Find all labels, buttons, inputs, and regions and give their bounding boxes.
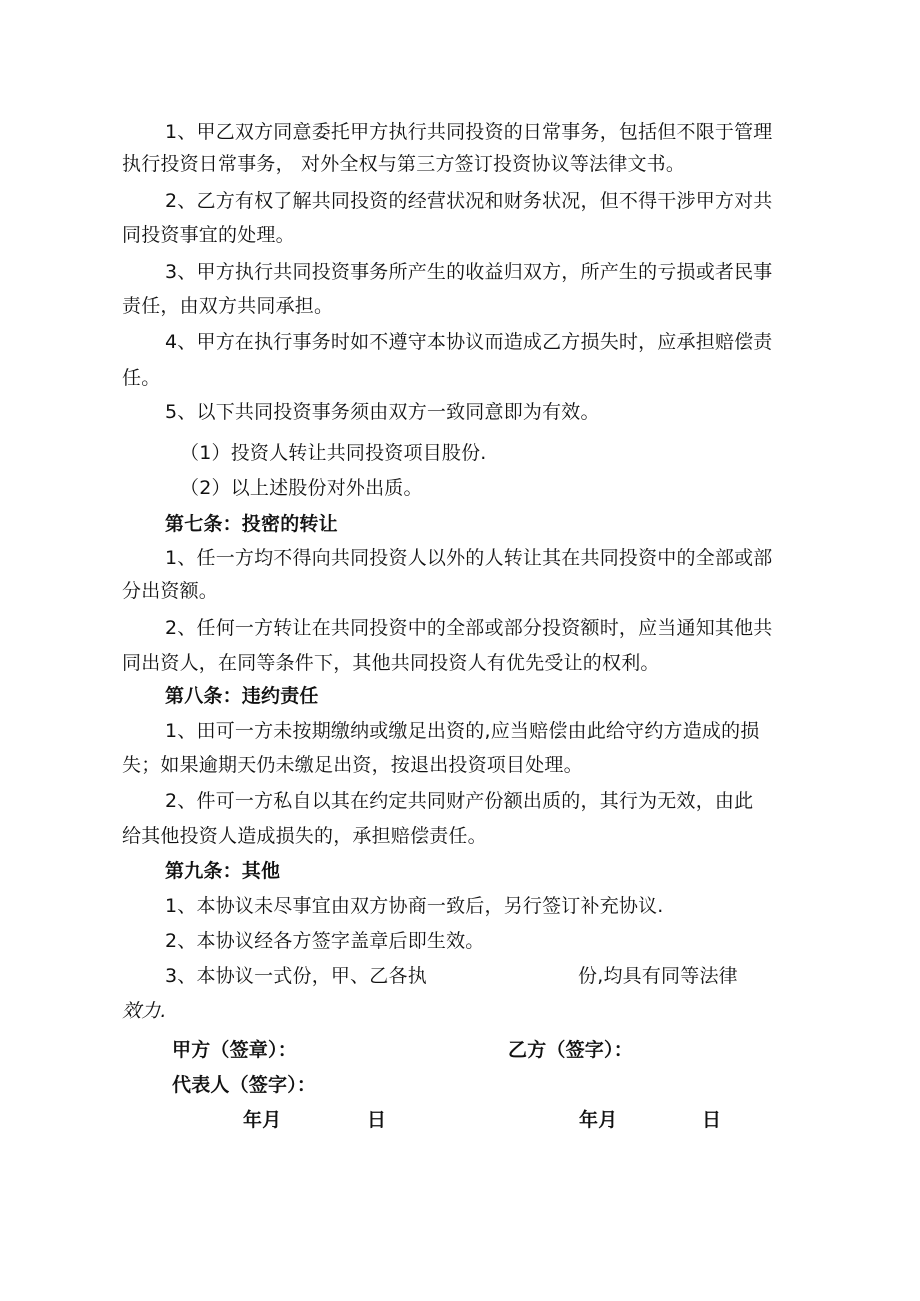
s8-item2-line2: 给其他投资人造成损失的，承担赔偿责任。: [122, 825, 487, 847]
s6-item4-line2: 任。: [122, 367, 161, 389]
representative-signature-label: 代表人（签字）：: [172, 1074, 317, 1096]
s6-item2-line1: 2、乙方有权了解共同投资的经营状况和财务状况，但不得干涉甲方对共: [165, 190, 773, 212]
s6-item3-line1: 3、甲方执行共同投资事务所产生的收益归双方，所产生的亏损或者民事: [165, 261, 773, 283]
party-a-date-year-month: 年月: [243, 1109, 282, 1131]
s6-item3-line2: 责任，由双方共同承担。: [122, 295, 334, 317]
s9-item3-part2: 份,均具有同等法律: [578, 965, 738, 987]
s7-item1-line1: 1、任一方均不得向共同投资人以外的人转让其在共同投资中的全部或部: [165, 547, 773, 569]
s6-item1-line2: 执行投资日常事务， 对外全权与第三方签订投资协议等法律文书。: [122, 153, 686, 175]
party-a-signature-label: 甲方（签章）：: [172, 1039, 297, 1061]
party-b-signature-label: 乙方（签字）：: [508, 1039, 633, 1061]
s6-item4-line1: 4、甲方在执行事务时如不遵守本协议而造成乙方损失时，应承担赔偿责: [165, 331, 773, 353]
s6-subitem2: （2）以上述股份对外出质。: [180, 477, 423, 499]
party-b-date-day: 日: [702, 1109, 722, 1131]
s7-item2-line1: 2、任何一方转让在共同投资中的全部或部分投资额时，应当通知其他共: [165, 617, 773, 639]
s9-item2: 2、本协议经各方签字盖章后即生效。: [165, 930, 485, 952]
s8-item2-line1: 2、件可一方私自以其在约定共同财产份额出质的，其行为无效，由此: [165, 790, 754, 812]
s6-item5: 5、以下共同投资事务须由双方一致同意即为有效。: [165, 401, 600, 423]
s9-item3-line2: 效力.: [122, 1000, 167, 1022]
s6-item2-line2: 同投资事宜的处理。: [122, 224, 295, 246]
s7-item1-line2: 分出资额。: [122, 580, 219, 602]
s9-item1: 1、本协议未尽事宜由双方协商一致后，另行签订补充协议.: [165, 895, 664, 917]
s9-item3-part1: 3、本协议一式份，甲、乙各执: [165, 965, 427, 987]
section8-heading: 第八条：违约责任: [165, 685, 319, 707]
party-a-date-day: 日: [367, 1109, 387, 1131]
s8-item1-line2: 失；如果逾期天仍未缴足出资，按退出投资项目处理。: [122, 754, 583, 776]
section9-heading: 第九条：其他: [165, 860, 281, 882]
s6-item1-line1: 1、甲乙双方同意委托甲方执行共同投资的日常事务，包括但不限于管理: [165, 121, 773, 143]
s7-item2-line2: 同出资人，在同等条件下，其他共同投资人有优先受让的权利。: [122, 652, 660, 674]
section7-heading: 第七条：投密的转让: [165, 513, 338, 535]
s6-subitem1: （1）投资人转让共同投资项目股份.: [180, 442, 487, 464]
party-b-date-year-month: 年月: [579, 1109, 618, 1131]
s8-item1-line1: 1、田可一方未按期缴纳或缴足出资的,应当赔偿由此给守约方造成的损: [165, 720, 760, 742]
